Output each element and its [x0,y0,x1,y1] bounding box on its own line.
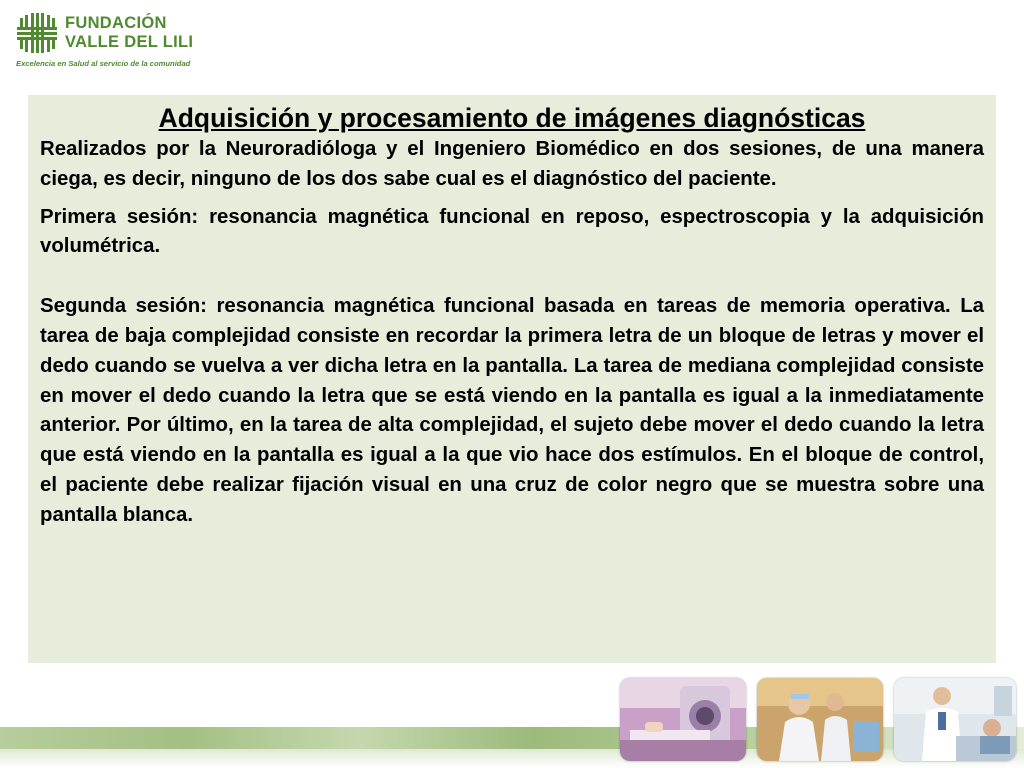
logo-tagline: Excelencia en Salud al servicio de la comunidad [16,59,191,68]
slide-title: Adquisición y procesamiento de imágenes diagnósticas [158,103,866,133]
paragraph-second-session: Segunda sesión: resonancia magnética funcional basada en tareas de memoria operativa. La tarea de baja complejidad consiste en recordar la primera letra de un bloque de letras y mover el dedo cuando se vuelva a ver dicha letra en la pantalla. La tarea de mediana complejidad consiste en mover el dedo cuando la letra que se está viendo en la pantalla es igual a la inmediatamente anterior. Por último, en la tarea de alta complejidad, el sujeto debe mover el dedo cuando la letra que está viendo en la pantalla es igual a la que vio hace dos estímulos. En el bloque de control, el paciente debe realizar fijación visual en una cruz de color negro que se muestra sobre una pantalla blanca. [40,295,984,526]
logo-name [65,14,193,52]
foundation-logo [14,10,214,70]
paragraph-first-session: Primera sesión: resonancia magnética funcional en reposo, espectroscopia y la adquisición volumétrica. [40,205,984,258]
cross-logo-icon [16,12,58,54]
doctor-patient-photo [894,678,1016,761]
lab-technician-photo [757,678,883,761]
logo-name-line1: FUNDACIÓN [65,14,167,32]
medical-scanner-photo [620,678,746,761]
logo-name-line2: VALLE DEL LILI [65,33,194,51]
paragraph-intro: Realizados por la Neuroradióloga y el Ingeniero Biomédico en dos sesiones, de una manera ciega, es decir, ninguno de los dos sabe cual es el diagnóstico del paciente. [40,138,984,190]
content-box [28,95,996,663]
